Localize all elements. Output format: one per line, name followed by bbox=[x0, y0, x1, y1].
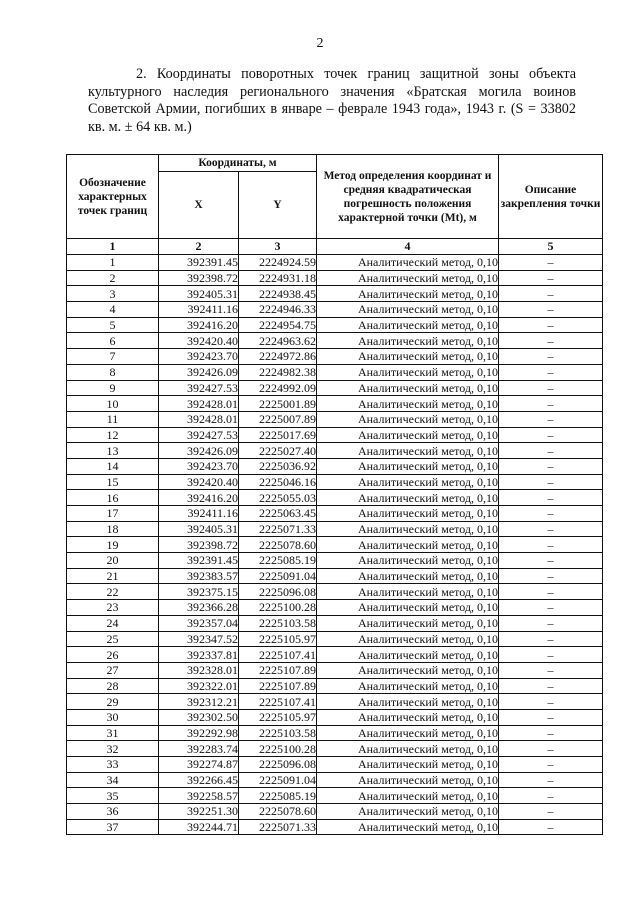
fixing-cell: – bbox=[499, 600, 603, 616]
point-id-cell: 3 bbox=[67, 286, 159, 302]
table-row bbox=[67, 286, 603, 302]
y-cell: 2225085.19 bbox=[239, 788, 317, 804]
coordinates-table bbox=[66, 154, 603, 835]
y-cell: 2224954.75 bbox=[239, 317, 317, 333]
point-id-cell: 2 bbox=[67, 270, 159, 286]
method-cell: Аналитический метод, 0,10 bbox=[317, 521, 499, 537]
method-cell: Аналитический метод, 0,10 bbox=[317, 458, 499, 474]
table-row bbox=[67, 819, 603, 835]
x-cell: 392426.09 bbox=[159, 364, 239, 380]
fixing-cell: – bbox=[499, 521, 603, 537]
table-row bbox=[67, 537, 603, 553]
method-cell: Аналитический метод, 0,10 bbox=[317, 819, 499, 835]
y-cell: 2224972.86 bbox=[239, 349, 317, 365]
method-cell: Аналитический метод, 0,10 bbox=[317, 255, 499, 271]
fixing-cell: – bbox=[499, 584, 603, 600]
column-number: 1 bbox=[67, 239, 159, 255]
fixing-cell: – bbox=[499, 427, 603, 443]
table-row bbox=[67, 490, 603, 506]
point-id-cell: 15 bbox=[67, 474, 159, 490]
fixing-cell: – bbox=[499, 568, 603, 584]
fixing-cell: – bbox=[499, 458, 603, 474]
y-cell: 2225085.19 bbox=[239, 553, 317, 569]
method-cell: Аналитический метод, 0,10 bbox=[317, 333, 499, 349]
table-row bbox=[67, 694, 603, 710]
point-id-cell: 14 bbox=[67, 458, 159, 474]
fixing-cell: – bbox=[499, 757, 603, 773]
point-id-cell: 35 bbox=[67, 788, 159, 804]
point-id-cell: 33 bbox=[67, 757, 159, 773]
x-cell: 392398.72 bbox=[159, 537, 239, 553]
header-point-designation: Обозначение характерных точек границ bbox=[67, 155, 159, 239]
table-row bbox=[67, 380, 603, 396]
y-cell: 2225096.08 bbox=[239, 757, 317, 773]
method-cell: Аналитический метод, 0,10 bbox=[317, 302, 499, 318]
x-cell: 392416.20 bbox=[159, 490, 239, 506]
y-cell: 2225007.89 bbox=[239, 411, 317, 427]
point-id-cell: 18 bbox=[67, 521, 159, 537]
point-id-cell: 25 bbox=[67, 631, 159, 647]
y-cell: 2225107.89 bbox=[239, 662, 317, 678]
method-cell: Аналитический метод, 0,10 bbox=[317, 615, 499, 631]
method-cell: Аналитический метод, 0,10 bbox=[317, 490, 499, 506]
method-cell: Аналитический метод, 0,10 bbox=[317, 584, 499, 600]
x-cell: 392427.53 bbox=[159, 427, 239, 443]
y-cell: 2224963.62 bbox=[239, 333, 317, 349]
x-cell: 392398.72 bbox=[159, 270, 239, 286]
x-cell: 392420.40 bbox=[159, 333, 239, 349]
x-cell: 392244.71 bbox=[159, 819, 239, 835]
x-cell: 392405.31 bbox=[159, 521, 239, 537]
point-id-cell: 21 bbox=[67, 568, 159, 584]
point-id-cell: 23 bbox=[67, 600, 159, 616]
table-body bbox=[67, 255, 603, 835]
y-cell: 2225027.40 bbox=[239, 443, 317, 459]
table-row bbox=[67, 553, 603, 569]
x-cell: 392292.98 bbox=[159, 725, 239, 741]
table-row bbox=[67, 647, 603, 663]
table-row bbox=[67, 772, 603, 788]
y-cell: 2225091.04 bbox=[239, 568, 317, 584]
page-number: 2 bbox=[316, 36, 324, 51]
method-cell: Аналитический метод, 0,10 bbox=[317, 788, 499, 804]
method-cell: Аналитический метод, 0,10 bbox=[317, 506, 499, 522]
point-id-cell: 36 bbox=[67, 804, 159, 820]
fixing-cell: – bbox=[499, 317, 603, 333]
x-cell: 392428.01 bbox=[159, 396, 239, 412]
header-x: X bbox=[159, 172, 239, 239]
method-cell: Аналитический метод, 0,10 bbox=[317, 694, 499, 710]
y-cell: 2225100.28 bbox=[239, 600, 317, 616]
point-id-cell: 37 bbox=[67, 819, 159, 835]
x-cell: 392428.01 bbox=[159, 411, 239, 427]
x-cell: 392322.01 bbox=[159, 678, 239, 694]
fixing-cell: – bbox=[499, 302, 603, 318]
x-cell: 392266.45 bbox=[159, 772, 239, 788]
fixing-cell: – bbox=[499, 255, 603, 271]
fixing-cell: – bbox=[499, 741, 603, 757]
x-cell: 392423.70 bbox=[159, 349, 239, 365]
table-row bbox=[67, 396, 603, 412]
method-cell: Аналитический метод, 0,10 bbox=[317, 286, 499, 302]
point-id-cell: 10 bbox=[67, 396, 159, 412]
table-row bbox=[67, 788, 603, 804]
header-coordinates: Координаты, м bbox=[159, 155, 317, 172]
x-cell: 392251.30 bbox=[159, 804, 239, 820]
table-row bbox=[67, 757, 603, 773]
table-row bbox=[67, 631, 603, 647]
fixing-cell: – bbox=[499, 678, 603, 694]
x-cell: 392274.87 bbox=[159, 757, 239, 773]
fixing-cell: – bbox=[499, 490, 603, 506]
x-cell: 392302.50 bbox=[159, 709, 239, 725]
y-cell: 2225091.04 bbox=[239, 772, 317, 788]
method-cell: Аналитический метод, 0,10 bbox=[317, 411, 499, 427]
fixing-cell: – bbox=[499, 349, 603, 365]
point-id-cell: 7 bbox=[67, 349, 159, 365]
y-cell: 2225107.41 bbox=[239, 694, 317, 710]
table-row bbox=[67, 317, 603, 333]
method-cell: Аналитический метод, 0,10 bbox=[317, 349, 499, 365]
method-cell: Аналитический метод, 0,10 bbox=[317, 317, 499, 333]
x-cell: 392383.57 bbox=[159, 568, 239, 584]
table-row bbox=[67, 443, 603, 459]
point-id-cell: 22 bbox=[67, 584, 159, 600]
method-cell: Аналитический метод, 0,10 bbox=[317, 678, 499, 694]
fixing-cell: – bbox=[499, 694, 603, 710]
x-cell: 392375.15 bbox=[159, 584, 239, 600]
fixing-cell: – bbox=[499, 333, 603, 349]
method-cell: Аналитический метод, 0,10 bbox=[317, 631, 499, 647]
x-cell: 392258.57 bbox=[159, 788, 239, 804]
fixing-cell: – bbox=[499, 506, 603, 522]
fixing-cell: – bbox=[499, 788, 603, 804]
intro-paragraph bbox=[88, 66, 576, 136]
method-cell: Аналитический метод, 0,10 bbox=[317, 427, 499, 443]
point-id-cell: 27 bbox=[67, 662, 159, 678]
column-number: 3 bbox=[239, 239, 317, 255]
method-cell: Аналитический метод, 0,10 bbox=[317, 364, 499, 380]
point-id-cell: 4 bbox=[67, 302, 159, 318]
y-cell: 2225107.41 bbox=[239, 647, 317, 663]
method-cell: Аналитический метод, 0,10 bbox=[317, 396, 499, 412]
x-cell: 392411.16 bbox=[159, 302, 239, 318]
x-cell: 392312.21 bbox=[159, 694, 239, 710]
column-number-row bbox=[67, 239, 603, 255]
y-cell: 2224931.18 bbox=[239, 270, 317, 286]
fixing-cell: – bbox=[499, 396, 603, 412]
table-row bbox=[67, 411, 603, 427]
fixing-cell: – bbox=[499, 270, 603, 286]
column-number: 2 bbox=[159, 239, 239, 255]
fixing-cell: – bbox=[499, 631, 603, 647]
x-cell: 392366.28 bbox=[159, 600, 239, 616]
fixing-cell: – bbox=[499, 709, 603, 725]
table-row bbox=[67, 255, 603, 271]
point-id-cell: 1 bbox=[67, 255, 159, 271]
point-id-cell: 13 bbox=[67, 443, 159, 459]
fixing-cell: – bbox=[499, 725, 603, 741]
point-id-cell: 31 bbox=[67, 725, 159, 741]
method-cell: Аналитический метод, 0,10 bbox=[317, 270, 499, 286]
table-row bbox=[67, 725, 603, 741]
x-cell: 392347.52 bbox=[159, 631, 239, 647]
y-cell: 2225105.97 bbox=[239, 631, 317, 647]
table-row bbox=[67, 662, 603, 678]
y-cell: 2225017.69 bbox=[239, 427, 317, 443]
fixing-cell: – bbox=[499, 819, 603, 835]
point-id-cell: 32 bbox=[67, 741, 159, 757]
method-cell: Аналитический метод, 0,10 bbox=[317, 553, 499, 569]
x-cell: 392405.31 bbox=[159, 286, 239, 302]
table-row bbox=[67, 427, 603, 443]
point-id-cell: 20 bbox=[67, 553, 159, 569]
y-cell: 2225046.16 bbox=[239, 474, 317, 490]
y-cell: 2225107.89 bbox=[239, 678, 317, 694]
x-cell: 392423.70 bbox=[159, 458, 239, 474]
y-cell: 2225001.89 bbox=[239, 396, 317, 412]
table-row bbox=[67, 678, 603, 694]
x-cell: 392427.53 bbox=[159, 380, 239, 396]
point-id-cell: 30 bbox=[67, 709, 159, 725]
y-cell: 2225078.60 bbox=[239, 537, 317, 553]
x-cell: 392337.81 bbox=[159, 647, 239, 663]
table-row bbox=[67, 741, 603, 757]
point-id-cell: 9 bbox=[67, 380, 159, 396]
y-cell: 2225055.03 bbox=[239, 490, 317, 506]
table-row bbox=[67, 349, 603, 365]
y-cell: 2225103.58 bbox=[239, 615, 317, 631]
point-id-cell: 26 bbox=[67, 647, 159, 663]
point-id-cell: 19 bbox=[67, 537, 159, 553]
table-row bbox=[67, 709, 603, 725]
x-cell: 392328.01 bbox=[159, 662, 239, 678]
y-cell: 2225103.58 bbox=[239, 725, 317, 741]
x-cell: 392411.16 bbox=[159, 506, 239, 522]
table-row bbox=[67, 521, 603, 537]
y-cell: 2225071.33 bbox=[239, 819, 317, 835]
header-y: Y bbox=[239, 172, 317, 239]
x-cell: 392391.45 bbox=[159, 255, 239, 271]
method-cell: Аналитический метод, 0,10 bbox=[317, 757, 499, 773]
fixing-cell: – bbox=[499, 772, 603, 788]
x-cell: 392391.45 bbox=[159, 553, 239, 569]
y-cell: 2224982.38 bbox=[239, 364, 317, 380]
y-cell: 2225036.92 bbox=[239, 458, 317, 474]
fixing-cell: – bbox=[499, 380, 603, 396]
table-row bbox=[67, 584, 603, 600]
y-cell: 2225071.33 bbox=[239, 521, 317, 537]
table-row bbox=[67, 364, 603, 380]
table-row bbox=[67, 474, 603, 490]
point-id-cell: 28 bbox=[67, 678, 159, 694]
point-id-cell: 5 bbox=[67, 317, 159, 333]
method-cell: Аналитический метод, 0,10 bbox=[317, 725, 499, 741]
method-cell: Аналитический метод, 0,10 bbox=[317, 474, 499, 490]
point-id-cell: 17 bbox=[67, 506, 159, 522]
fixing-cell: – bbox=[499, 411, 603, 427]
point-id-cell: 24 bbox=[67, 615, 159, 631]
point-id-cell: 16 bbox=[67, 490, 159, 506]
table-row bbox=[67, 458, 603, 474]
fixing-cell: – bbox=[499, 662, 603, 678]
y-cell: 2224992.09 bbox=[239, 380, 317, 396]
table-row bbox=[67, 333, 603, 349]
column-number: 5 bbox=[499, 239, 603, 255]
method-cell: Аналитический метод, 0,10 bbox=[317, 647, 499, 663]
intro-text: 2. Координаты поворотных точек границ защитной зоны объекта культурного наследия регионального значения «Братская могила воинов Советской Армии, погибших в январе – феврале 1943 года», 1943 г. (S = 33802 кв. м. ± 64 кв. м.) bbox=[88, 66, 576, 135]
fixing-cell: – bbox=[499, 647, 603, 663]
point-id-cell: 12 bbox=[67, 427, 159, 443]
method-cell: Аналитический метод, 0,10 bbox=[317, 537, 499, 553]
method-cell: Аналитический метод, 0,10 bbox=[317, 443, 499, 459]
x-cell: 392357.04 bbox=[159, 615, 239, 631]
y-cell: 2225105.97 bbox=[239, 709, 317, 725]
fixing-cell: – bbox=[499, 474, 603, 490]
fixing-cell: – bbox=[499, 804, 603, 820]
table-row bbox=[67, 600, 603, 616]
y-cell: 2225063.45 bbox=[239, 506, 317, 522]
x-cell: 392420.40 bbox=[159, 474, 239, 490]
column-number: 4 bbox=[317, 239, 499, 255]
fixing-cell: – bbox=[499, 615, 603, 631]
table-row bbox=[67, 568, 603, 584]
table-row bbox=[67, 804, 603, 820]
method-cell: Аналитический метод, 0,10 bbox=[317, 804, 499, 820]
method-cell: Аналитический метод, 0,10 bbox=[317, 568, 499, 584]
fixing-cell: – bbox=[499, 364, 603, 380]
method-cell: Аналитический метод, 0,10 bbox=[317, 600, 499, 616]
table-row bbox=[67, 302, 603, 318]
fixing-cell: – bbox=[499, 286, 603, 302]
method-cell: Аналитический метод, 0,10 bbox=[317, 662, 499, 678]
fixing-cell: – bbox=[499, 443, 603, 459]
point-id-cell: 6 bbox=[67, 333, 159, 349]
table-row bbox=[67, 506, 603, 522]
fixing-cell: – bbox=[499, 553, 603, 569]
y-cell: 2225078.60 bbox=[239, 804, 317, 820]
method-cell: Аналитический метод, 0,10 bbox=[317, 741, 499, 757]
table-row bbox=[67, 270, 603, 286]
header-fixing: Описание закрепления точки bbox=[499, 155, 603, 239]
x-cell: 392283.74 bbox=[159, 741, 239, 757]
x-cell: 392416.20 bbox=[159, 317, 239, 333]
y-cell: 2225096.08 bbox=[239, 584, 317, 600]
method-cell: Аналитический метод, 0,10 bbox=[317, 380, 499, 396]
x-cell: 392426.09 bbox=[159, 443, 239, 459]
header-method: Метод определения координат и средняя квадратическая погрешность положения характерной точки (Mt), м bbox=[317, 155, 499, 239]
y-cell: 2225100.28 bbox=[239, 741, 317, 757]
y-cell: 2224924.59 bbox=[239, 255, 317, 271]
table-row bbox=[67, 615, 603, 631]
method-cell: Аналитический метод, 0,10 bbox=[317, 709, 499, 725]
fixing-cell: – bbox=[499, 537, 603, 553]
point-id-cell: 11 bbox=[67, 411, 159, 427]
point-id-cell: 29 bbox=[67, 694, 159, 710]
point-id-cell: 8 bbox=[67, 364, 159, 380]
point-id-cell: 34 bbox=[67, 772, 159, 788]
y-cell: 2224938.45 bbox=[239, 286, 317, 302]
y-cell: 2224946.33 bbox=[239, 302, 317, 318]
method-cell: Аналитический метод, 0,10 bbox=[317, 772, 499, 788]
